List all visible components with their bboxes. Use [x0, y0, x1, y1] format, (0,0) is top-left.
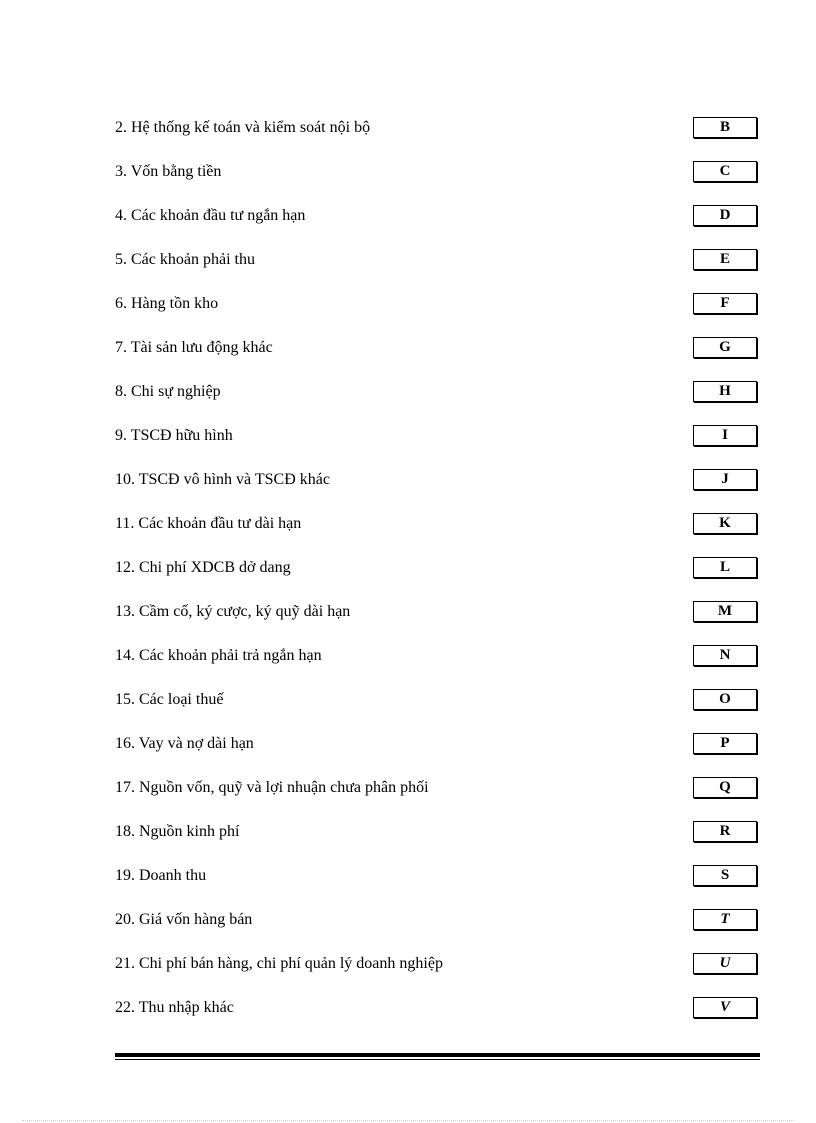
index-label: 20. Giá vốn hàng bán	[115, 911, 253, 928]
index-code-box: H	[693, 381, 757, 402]
index-row	[115, 115, 757, 159]
index-list	[115, 115, 757, 1039]
index-code-box: L	[693, 557, 757, 578]
index-row	[115, 379, 757, 423]
index-code-box: V	[693, 997, 757, 1018]
index-label: 10. TSCĐ vô hình và TSCĐ khác	[115, 471, 330, 488]
index-row	[115, 643, 757, 687]
index-code-box: C	[693, 161, 757, 182]
index-row	[115, 687, 757, 731]
index-row	[115, 335, 757, 379]
index-code-box: B	[693, 117, 757, 138]
index-code-box: R	[693, 821, 757, 842]
index-label: 8. Chi sự nghiệp	[115, 383, 221, 400]
index-code-box: O	[693, 689, 757, 710]
index-label: 11. Các khoản đầu tư dài hạn	[115, 515, 302, 532]
index-code-box: S	[693, 865, 757, 886]
index-row	[115, 907, 757, 951]
index-label: 19. Doanh thu	[115, 867, 207, 884]
index-label: 12. Chi phí XDCB dở dang	[115, 559, 291, 576]
index-code-box: I	[693, 425, 757, 446]
index-label: 3. Vốn bằng tiền	[115, 163, 222, 180]
index-row	[115, 995, 757, 1039]
index-code-box: K	[693, 513, 757, 534]
footer-rule-thin	[115, 1059, 760, 1060]
index-row	[115, 599, 757, 643]
index-label: 7. Tài sản lưu động khác	[115, 339, 273, 356]
index-label: 21. Chi phí bán hàng, chi phí quản lý doanh nghiệp	[115, 955, 443, 972]
index-label: 18. Nguồn kinh phí	[115, 823, 240, 840]
index-code-box: T	[693, 909, 757, 930]
page-edge-dotted-line	[22, 1120, 794, 1121]
index-row	[115, 555, 757, 599]
index-code-box: N	[693, 645, 757, 666]
index-label: 14. Các khoản phải trả ngắn hạn	[115, 647, 322, 664]
index-label: 13. Cầm cố, ký cược, ký quỹ dài hạn	[115, 603, 351, 620]
index-code-box: F	[693, 293, 757, 314]
index-row	[115, 159, 757, 203]
index-row	[115, 775, 757, 819]
index-code-box: M	[693, 601, 757, 622]
index-label: 9. TSCĐ hữu hình	[115, 427, 233, 444]
index-code-box: D	[693, 205, 757, 226]
footer-rule-thick	[115, 1053, 760, 1057]
index-code-box: Q	[693, 777, 757, 798]
index-code-box: P	[693, 733, 757, 754]
index-label: 22. Thu nhập khác	[115, 999, 234, 1016]
index-row	[115, 731, 757, 775]
index-label: 6. Hàng tồn kho	[115, 295, 219, 312]
index-label: 2. Hệ thống kế toán và kiểm soát nội bộ	[115, 119, 371, 136]
index-code-box: G	[693, 337, 757, 358]
index-row	[115, 819, 757, 863]
index-row	[115, 423, 757, 467]
index-row	[115, 203, 757, 247]
index-row	[115, 951, 757, 995]
index-label: 17. Nguồn vốn, quỹ và lợi nhuận chưa phân phối	[115, 779, 429, 796]
index-row	[115, 247, 757, 291]
index-row	[115, 467, 757, 511]
index-label: 15. Các loại thuế	[115, 691, 224, 708]
index-code-box: U	[693, 953, 757, 974]
index-code-box: E	[693, 249, 757, 270]
index-row	[115, 511, 757, 555]
index-code-box: J	[693, 469, 757, 490]
index-label: 5. Các khoản phải thu	[115, 251, 255, 268]
index-label: 16. Vay và nợ dài hạn	[115, 735, 254, 752]
index-row	[115, 291, 757, 335]
index-label: 4. Các khoản đầu tư ngắn hạn	[115, 207, 306, 224]
index-row	[115, 863, 757, 907]
